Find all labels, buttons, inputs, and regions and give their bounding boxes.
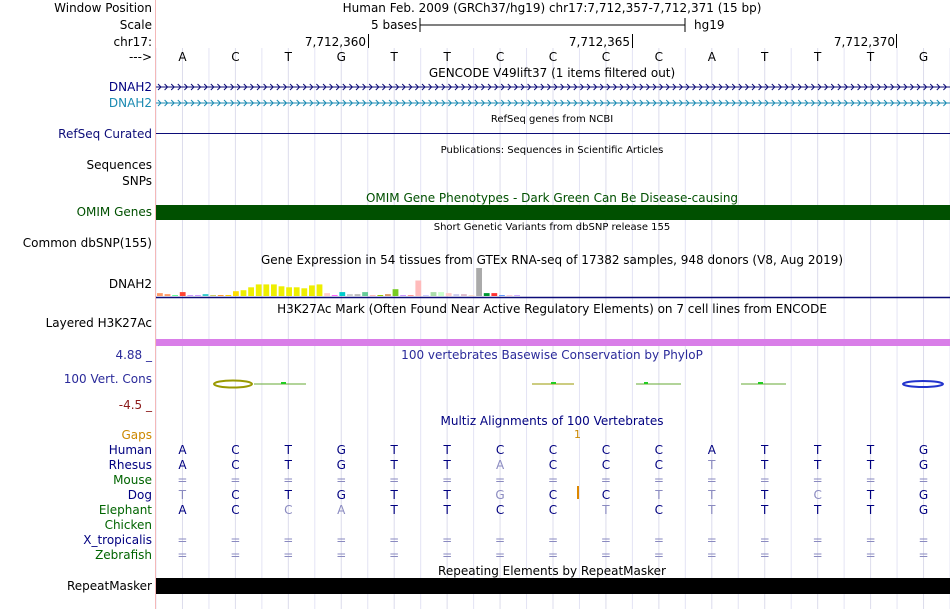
gtex-track-title[interactable]: Gene Expression in 54 tissues from GTEx RNA-seq of 17382 samples, 948 donors (V8, Aug 2019) xyxy=(260,253,844,267)
h3k27ac-signal-band[interactable] xyxy=(156,339,950,346)
species-label[interactable]: Dog xyxy=(127,488,152,502)
gtex-tissue-bar xyxy=(248,287,254,296)
strand-arrow-label: ---> xyxy=(128,50,152,64)
gtex-tissue-bar xyxy=(438,292,444,296)
aligned-base: T xyxy=(761,443,769,457)
aligned-base: = xyxy=(336,533,347,547)
gtex-expression-chart[interactable] xyxy=(156,267,950,299)
reference-base: A xyxy=(178,50,187,64)
gtex-tissue-bar xyxy=(195,295,201,296)
aligned-base: T xyxy=(761,488,769,502)
gtex-tissue-bar xyxy=(225,295,231,296)
aligned-base: = xyxy=(177,533,188,547)
gtex-tissue-bar xyxy=(286,287,292,296)
sequences-track-label[interactable]: Sequences xyxy=(86,158,152,172)
reference-base: C xyxy=(654,50,664,64)
gtex-tissue-bar xyxy=(377,295,383,296)
coord-tick xyxy=(368,34,369,48)
coord-tick-label: 7,712,360 xyxy=(304,35,366,49)
gtex-tissue-bar xyxy=(263,284,269,296)
aligned-base: = xyxy=(442,473,453,487)
aligned-base: G xyxy=(336,458,346,472)
aligned-base: C xyxy=(654,458,664,472)
aligned-base: = xyxy=(918,473,929,487)
aligned-base: = xyxy=(389,548,400,562)
gtex-tissue-bar xyxy=(279,286,285,296)
gtex-tissue-bar xyxy=(271,284,277,296)
aligned-base: G xyxy=(336,443,346,457)
aligned-base: = xyxy=(177,473,188,487)
gene-label-dnah2[interactable]: DNAH2 xyxy=(108,80,152,94)
aligned-base: = xyxy=(177,548,188,562)
reference-base: C xyxy=(231,50,240,64)
gtex-tissue-bar xyxy=(408,295,414,296)
aligned-base: C xyxy=(548,488,558,502)
gtex-tissue-bar xyxy=(491,293,497,296)
aligned-base: T xyxy=(178,488,187,502)
aligned-base: T xyxy=(813,443,822,457)
gtex-tissue-bar xyxy=(180,292,186,296)
aligned-base: = xyxy=(865,548,876,562)
aligned-base: C xyxy=(495,503,505,517)
reference-base: T xyxy=(761,50,769,64)
aligned-base: C xyxy=(654,503,664,517)
aligned-base: = xyxy=(495,533,506,547)
cons-max-label: 4.88 _ xyxy=(115,348,152,362)
gtex-tissue-bar xyxy=(218,295,224,296)
gtex-tissue-bar xyxy=(362,292,368,296)
aligned-base: = xyxy=(759,473,770,487)
aligned-base: = xyxy=(442,548,453,562)
aligned-base: = xyxy=(812,533,823,547)
coord-tick xyxy=(632,34,633,48)
aligned-base: T xyxy=(761,503,769,517)
gaps-label: Gaps xyxy=(121,428,152,442)
aligned-base: = xyxy=(283,548,294,562)
reference-base: C xyxy=(495,50,505,64)
cons-track-title[interactable]: 100 vertebrates Basewise Conservation by PhyloP xyxy=(401,348,703,362)
aligned-base: T xyxy=(708,503,716,517)
omim-track-label[interactable]: OMIM Genes xyxy=(76,205,152,219)
aligned-base: T xyxy=(708,488,716,502)
gtex-tissue-bar xyxy=(157,293,163,296)
aligned-base: T xyxy=(866,503,875,517)
omim-gene-bar[interactable] xyxy=(156,205,950,220)
snps-track-label[interactable]: SNPs xyxy=(122,174,152,188)
aligned-base: = xyxy=(547,548,559,562)
aligned-base: T xyxy=(708,458,716,472)
repeatmasker-track-label[interactable]: RepeatMasker xyxy=(66,579,152,593)
aligned-base: C xyxy=(601,488,611,502)
reference-base: C xyxy=(601,50,611,64)
aligned-base: = xyxy=(336,548,347,562)
aligned-base: T xyxy=(390,503,398,517)
aligned-base: = xyxy=(865,473,876,487)
gtex-tissue-bar xyxy=(165,294,171,296)
gtex-tissue-bar xyxy=(514,295,520,296)
aligned-base: T xyxy=(390,443,398,457)
aligned-base: T xyxy=(443,488,451,502)
gap-count-label: 1 xyxy=(574,428,581,441)
cons-track-label[interactable]: 100 Vert. Cons xyxy=(63,372,152,386)
gtex-tissue-bar xyxy=(256,284,262,296)
gtex-tissue-bar xyxy=(476,268,482,296)
aligned-base: = xyxy=(600,473,611,487)
aligned-base: = xyxy=(442,533,453,547)
aligned-base: C xyxy=(231,503,240,517)
multiz-track-title[interactable]: Multiz Alignments of 100 Vertebrates xyxy=(440,414,664,428)
aligned-base: = xyxy=(336,473,347,487)
aligned-base: C xyxy=(495,443,505,457)
aligned-base: G xyxy=(918,458,929,472)
aligned-base: T xyxy=(390,458,398,472)
repeatmasker-track-title[interactable]: Repeating Elements by RepeatMasker xyxy=(438,564,666,578)
gtex-tissue-bar xyxy=(339,292,345,296)
gencode-transcript-1[interactable] xyxy=(156,82,950,92)
aligned-base: C xyxy=(813,488,822,502)
gtex-tissue-bar xyxy=(317,284,323,296)
refseq-track-title[interactable]: RefSeq genes from NCBI xyxy=(490,114,614,125)
aligned-base: A xyxy=(178,503,187,517)
gtex-tissue-bar xyxy=(210,295,216,296)
aligned-base: = xyxy=(706,533,717,547)
aligned-base: T xyxy=(866,488,875,502)
reference-base: T xyxy=(813,50,822,64)
aligned-base: = xyxy=(865,533,876,547)
aligned-base: C xyxy=(654,443,664,457)
reference-base: G xyxy=(918,50,929,64)
aligned-base: C xyxy=(548,458,558,472)
aligned-base: T xyxy=(602,503,610,517)
gencode-track-title[interactable]: GENCODE V49lift37 (1 items filtered out) xyxy=(428,66,676,80)
reference-base: A xyxy=(707,50,716,64)
gtex-tissue-bar xyxy=(431,292,437,296)
aligned-base: = xyxy=(706,548,717,562)
aligned-base: T xyxy=(813,458,822,472)
aligned-base: C xyxy=(231,488,240,502)
gtex-tissue-bar xyxy=(187,295,193,296)
aligned-base: = xyxy=(653,533,664,547)
aligned-base: T xyxy=(813,503,822,517)
coord-tick-label: 7,712,370 xyxy=(833,35,895,49)
aligned-base: = xyxy=(389,533,400,547)
gtex-tissue-bar xyxy=(324,293,330,296)
gtex-tissue-bar xyxy=(355,294,361,296)
aligned-base: = xyxy=(283,473,294,487)
aligned-base: T xyxy=(655,488,663,502)
aligned-base: G xyxy=(495,488,505,502)
aligned-base: T xyxy=(284,488,292,502)
reference-base: G xyxy=(336,50,346,64)
aligned-base: C xyxy=(548,443,558,457)
chrom-label: chr17: xyxy=(113,35,152,49)
gtex-gene-label[interactable]: DNAH2 xyxy=(108,277,152,291)
gtex-tissue-bar xyxy=(400,295,406,296)
reference-base: C xyxy=(548,50,558,64)
aligned-base: G xyxy=(918,488,929,502)
aligned-base: = xyxy=(547,473,559,487)
aligned-base: G xyxy=(918,443,929,457)
gtex-tissue-bar xyxy=(507,295,513,296)
gtex-tissue-bar xyxy=(301,288,307,296)
aligned-base: A xyxy=(707,443,716,457)
gtex-tissue-bar xyxy=(415,281,421,297)
h3k27ac-track-label[interactable]: Layered H3K27Ac xyxy=(45,316,152,330)
gtex-tissue-bar xyxy=(203,294,209,296)
aligned-base: = xyxy=(653,548,664,562)
aligned-base: A xyxy=(337,503,346,517)
refseq-gene-line[interactable] xyxy=(156,133,950,134)
reference-base: T xyxy=(390,50,398,64)
dbsnp-track-label[interactable]: Common dbSNP(155) xyxy=(22,236,152,250)
window-position-label: Window Position xyxy=(54,1,152,15)
aligned-base: = xyxy=(918,533,929,547)
aligned-base: = xyxy=(495,473,506,487)
gtex-tissue-bar xyxy=(172,295,178,296)
reference-base: T xyxy=(443,50,451,64)
aligned-base: T xyxy=(284,443,292,457)
aligned-base: T xyxy=(443,458,451,472)
aligned-base: C xyxy=(231,458,240,472)
aligned-base: = xyxy=(653,473,664,487)
gtex-tissue-bar xyxy=(499,295,505,296)
aligned-base: T xyxy=(866,443,875,457)
species-label[interactable]: Rhesus xyxy=(108,458,152,472)
gtex-tissue-bar xyxy=(484,293,490,296)
gene-label-dnah2[interactable]: DNAH2 xyxy=(108,96,152,110)
aligned-base: = xyxy=(918,548,929,562)
gtex-tissue-bar xyxy=(393,289,399,296)
gtex-tissue-bar xyxy=(370,295,376,296)
aligned-base: = xyxy=(230,473,241,487)
refseq-track-label[interactable]: RefSeq Curated xyxy=(58,127,152,141)
scale-assembly: hg19 xyxy=(694,18,725,32)
species-label[interactable]: Human xyxy=(108,443,152,457)
gtex-tissue-bar xyxy=(241,290,247,296)
species-label[interactable]: Mouse xyxy=(113,473,152,487)
aligned-base: = xyxy=(495,548,506,562)
aligned-base: C xyxy=(284,503,293,517)
aligned-base: = xyxy=(230,548,241,562)
scale-bases: 5 bases xyxy=(371,18,418,32)
gencode-transcript-2[interactable] xyxy=(156,98,950,108)
cons-min-label: -4.5 _ xyxy=(118,398,152,412)
aligned-base: T xyxy=(284,458,292,472)
aligned-base: G xyxy=(918,503,929,517)
aligned-base: = xyxy=(283,533,294,547)
publications-track-title[interactable]: Publications: Sequences in Scientific Articles xyxy=(440,145,664,156)
species-label[interactable]: Zebrafish xyxy=(95,548,152,562)
aligned-base: = xyxy=(389,473,400,487)
repeat-element-bar[interactable] xyxy=(156,578,950,594)
aligned-base: = xyxy=(759,533,770,547)
aligned-base: = xyxy=(600,548,611,562)
aligned-base: G xyxy=(336,488,346,502)
gtex-tissue-bar xyxy=(233,291,239,296)
species-label[interactable]: Elephant xyxy=(98,503,152,517)
gtex-tissue-bar xyxy=(469,295,475,296)
aligned-base: T xyxy=(761,458,769,472)
reference-base: T xyxy=(866,50,875,64)
gtex-tissue-bar xyxy=(453,294,459,296)
aligned-base: C xyxy=(548,503,558,517)
aligned-base: = xyxy=(600,533,611,547)
h3k27ac-track-title[interactable]: H3K27Ac Mark (Often Found Near Active Regulatory Elements) on 7 cell lines from ENCODE xyxy=(277,302,827,316)
aligned-base: A xyxy=(178,443,187,457)
aligned-base: A xyxy=(178,458,187,472)
aligned-base: = xyxy=(706,473,717,487)
coord-tick-label: 7,712,365 xyxy=(568,35,630,49)
species-label[interactable]: Chicken xyxy=(104,518,152,532)
aligned-base: = xyxy=(759,548,770,562)
gtex-tissue-bar xyxy=(294,287,300,296)
dog-insertion-mark xyxy=(577,486,579,499)
coord-tick xyxy=(896,34,897,48)
reference-base: T xyxy=(284,50,292,64)
window-position-value[interactable]: Human Feb. 2009 (GRCh37/hg19) chr17:7,712,357-7,712,371 (15 bp) xyxy=(342,1,762,15)
gtex-tissue-bar xyxy=(446,293,452,296)
gtex-tissue-bar xyxy=(332,295,338,296)
cons-phylop-plot[interactable] xyxy=(156,374,950,394)
aligned-base: C xyxy=(601,443,611,457)
aligned-base: = xyxy=(812,548,823,562)
gtex-tissue-bar xyxy=(385,294,391,296)
aligned-base: = xyxy=(812,473,823,487)
gtex-tissue-bar xyxy=(347,294,353,296)
aligned-base: C xyxy=(231,443,240,457)
aligned-base: C xyxy=(601,458,611,472)
scale-bar xyxy=(418,15,688,35)
scale-label: Scale xyxy=(119,18,152,32)
aligned-base: T xyxy=(443,443,451,457)
aligned-base: = xyxy=(230,533,241,547)
aligned-base: A xyxy=(495,458,505,472)
omim-track-title[interactable]: OMIM Gene Phenotypes - Dark Green Can Be Disease-causing xyxy=(365,191,739,205)
aligned-base: T xyxy=(443,503,451,517)
dbsnp-track-title[interactable]: Short Genetic Variants from dbSNP release 155 xyxy=(433,222,671,233)
aligned-base: T xyxy=(866,458,875,472)
aligned-base: T xyxy=(390,488,398,502)
gtex-tissue-bar xyxy=(423,295,429,296)
aligned-base: = xyxy=(547,533,559,547)
species-label[interactable]: X_tropicalis xyxy=(83,533,152,547)
gtex-tissue-bar xyxy=(309,285,315,296)
gtex-tissue-bar xyxy=(461,294,467,296)
